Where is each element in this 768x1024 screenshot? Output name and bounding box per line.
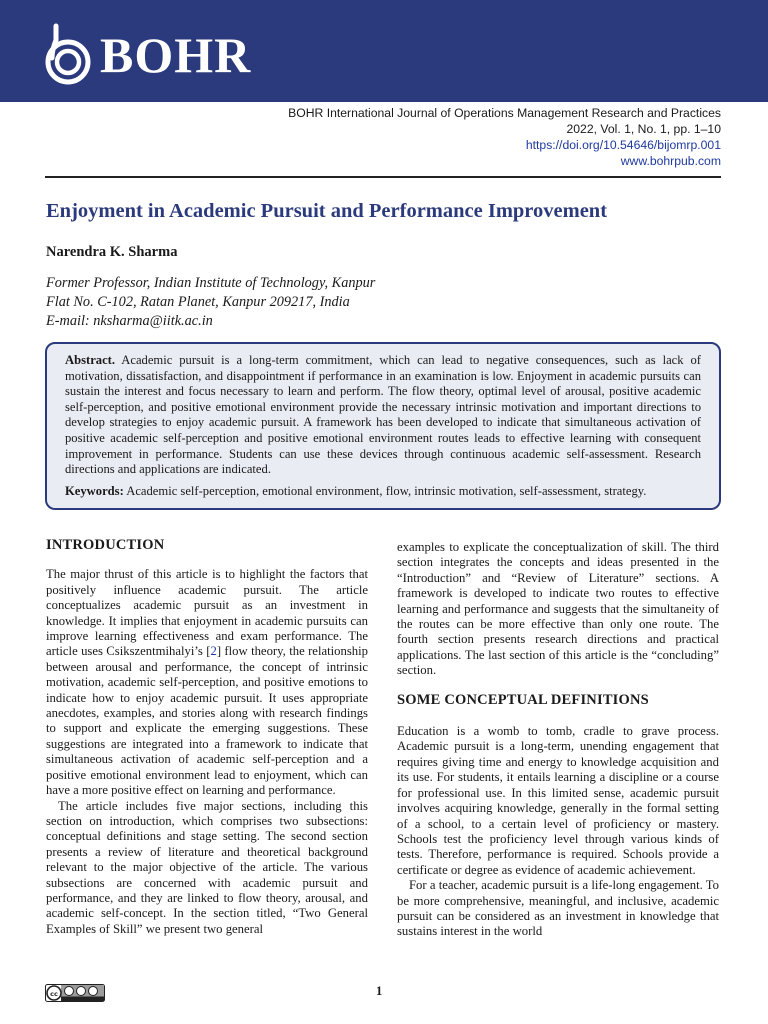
creative-commons-license-icon[interactable] <box>45 984 105 1007</box>
keywords-text: Academic self-perception, emotional environment, flow, intrinsic motivation, self-assessment, strategy. <box>126 483 647 498</box>
definitions-paragraph-1: Education is a womb to tomb, cradle to grave process. Academic pursuit is a long-term, unending engagement that requires giving time and energy to knowledge acquisition and its use. For students, it entails learning a discipline or a course for professional use. In this limited sense, academic pursuit involves acquiring knowledge, generally in the formal setting of a school, to a certain level of proficiency or mastery. Schools test the proficiency level through various kinds of tests. Therefore, performance is required. Schools provide a certificate or degree as evidence of academic achievement. <box>397 724 719 877</box>
journal-meta <box>288 105 721 169</box>
svg-text:cc: cc <box>50 990 58 998</box>
keywords-label: Keywords: <box>65 483 124 498</box>
article-title: Enjoyment in Academic Pursuit and Performance Improvement <box>46 200 608 222</box>
definitions-paragraph-2: For a teacher, academic pursuit is a life-long engagement. To be more comprehensive, meaningful, and inclusive, academic pursuit can be considered as an investment in knowledge that sustains interest in the world <box>397 878 719 939</box>
intro-continuation-paragraph: examples to explicate the conceptualization of skill. The third section integrates the concepts and ideas presented in the “Introduction” and “Review of Literature” sections. A framework is developed to indicate two routes to effective learning and performance and suggests that the simultaneity of the routes can be more effective than only one route. The fourth section presents research directions and practical applications. The last section of this article is the “concluding” section. <box>397 540 719 678</box>
citation-link[interactable]: 2 <box>210 644 217 659</box>
intro-paragraph-2: The article includes five major sections, including this section on introduction, which comprises two subsections: conceptual definitions and stage setting. The second section presents a review of literature and theoretical background relevant to the major objective of the article. The various subsections are concerned with academic pursuit and performance, and they are linked to flow theory, arousal, and academic self-concept. In the section titled, “Two General Examples of Skill” we present two general <box>46 798 368 936</box>
keywords-line <box>65 484 701 500</box>
header-divider <box>45 176 721 178</box>
abstract-text: Academic pursuit is a long-term commitment, which can lead to negative consequences, such as lack of motivation, dissatisfaction, and disappointment if performance in an examination is low. Enjoyment in academic pursuits can sustain the interest and focus necessary to learn and perform. The flow theory, optimal level of arousal, positive academic self-perception, and positive emotional environment provide the necessary intrinsic motivation and important directions to develop strategies to enjoy academic pursuit. A framework has been developed to indicate that simultaneous activation of positive academic self-perception and positive emotional environment routes leads to effective learning with consequent improvement in performance. Students can use these devices through continuous academic self-assessment. Research directions and applications are indicated. <box>65 353 701 477</box>
cc-by-nc-nd-icon <box>45 984 105 1002</box>
definitions-heading: SOME CONCEPTUAL DEFINITIONS <box>397 691 649 708</box>
affiliation-line: Former Professor, Indian Institute of Technology, Kanpur <box>46 275 376 291</box>
author-affiliation <box>46 274 375 331</box>
author-name: Narendra K. Sharma <box>46 244 178 260</box>
bohr-logo <box>42 22 251 88</box>
address-line: Flat No. C-102, Ratan Planet, Kanpur 209217, India <box>46 294 350 310</box>
abstract-label: Abstract. <box>65 353 116 367</box>
bohr-logo-icon <box>42 22 94 88</box>
intro-text-a: The major thrust of this article is to highlight the factors that positively influence academic pursuit. The article conceptualizes academic pursuit as an investment in knowledge. It implies that enjoyment in academic pursuits can improve learning effectiveness and exam performance. The article uses Csikszentmihalyi’s [ <box>46 567 368 659</box>
journal-issue: 2022, Vol. 1, No. 1, pp. 1–10 <box>566 122 721 136</box>
website-link[interactable]: www.bohrpub.com <box>620 154 721 168</box>
introduction-heading: INTRODUCTION <box>46 537 165 553</box>
intro-paragraph-1 <box>46 567 368 798</box>
right-column <box>397 540 719 940</box>
intro-text-b: ] flow theory, the relationship between arousal and performance, the concept of intrinsic motivation, academic self-perception, and positive emotions to indicate how to enjoy academic pursuit. It uses appropriate anecdotes, examples, and stories along with research findings to support and explicate the emerging suggestions. These suggestions are integrated into a framework to indicate that simultaneous activation of academic self-perception and a positive emotional environment lead to enjoyment, which can have a more positive effect on learning and performance. <box>46 644 368 798</box>
email-line[interactable]: E-mail: nksharma@iitk.ac.in <box>46 313 213 329</box>
abstract-paragraph <box>65 353 701 478</box>
left-column <box>46 538 368 937</box>
doi-link[interactable]: https://doi.org/10.54646/bijomrp.001 <box>525 138 721 152</box>
journal-name: BOHR International Journal of Operations Management Research and Practices <box>288 106 721 120</box>
abstract-box <box>45 342 721 510</box>
journal-header-bar <box>0 0 768 102</box>
page-number: 1 <box>376 984 383 998</box>
brand-name: BOHR <box>100 27 252 83</box>
